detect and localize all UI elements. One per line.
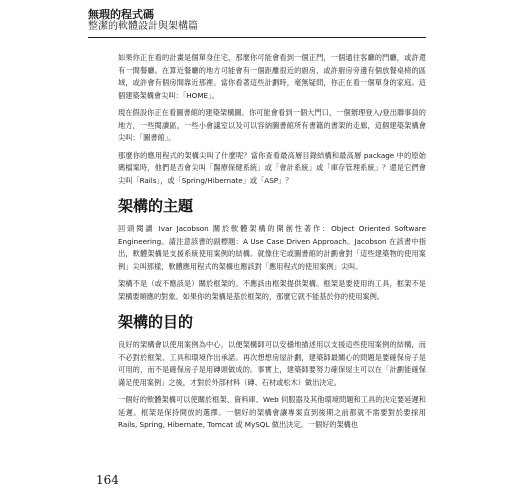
- book-subtitle: 整潔的軟體設計與架構篇: [88, 21, 198, 32]
- paragraph-defer-decisions: 一個好的軟體架構可以使關於框架、資料庫、Web 伺服器及其他環境問題和工具的決定要延遲和延遲。框架是保持開放的選擇。一個好的架構會讓專案直到後期之前都就不需要對於要採用 Rails, Spring, Hibernate, Tomcat 或 MySQL 做出決定。一個好的架構也: [118, 395, 426, 429]
- paragraph-home: 如果你正在看的計畫是個單身住宅，那麼你可能會看到一個正門，一個通往客廳的門廳，或許還有一間餐廳。在算近餐廳的地方可能會有一個距離很近的廚房，或許廚房旁邊有個放餐桌椅的區域，或許會有個房間靠近那裡。當你看著這些計劃時，毫無疑問，你正在看一個單身的家庭。這個建築架構會尖叫：「HOME」。: [118, 53, 426, 100]
- running-header: [88, 8, 198, 33]
- page-number: 164: [96, 473, 119, 487]
- header-rule: [88, 37, 426, 38]
- paragraph-use-case-centric: 良好的架構會以使用案例為中心，以便架構師可以安穩地描述用以支援這些使用案例的結構，而不必對於框架、工具和環境作出承諾。再次想想房屋計劃，建築師最關心的問題是要確保房子是可用的，而不是確保房子是用磚頭做成的。事實上，建築師要努力確保屋主可以在「計劃能確保滿足使用案例」之後，才對於外部材料（磚、石材或松木）做出決定。: [118, 340, 426, 387]
- book-title: 無瑕的程式碼: [88, 8, 154, 21]
- paragraph-application: 那麼你的應用程式的架構尖叫了什麼呢？當你查看最高層目錄結構和最高層 package 中的原始碼檔案時，他們是否會尖叫「醫療保健系統」或「會計系統」或「庫存管理系統」？還是它們會尖叫「Rails」，或「Spring/Hibernate」或「ASP」？: [118, 150, 426, 185]
- page-body: [118, 52, 426, 437]
- paragraph-frameworks: 架構不是（或不應該是）關於框架的。不應該由框架提供架構。框架是要使用的工具，框架不是架構要順應的對象。如果你的架構是基於框架的，那麼它就不能基於你的使用案例。: [118, 279, 426, 301]
- section-heading-themes: 架構的主題: [118, 197, 194, 215]
- section-heading-purpose: 架構的目的: [118, 313, 194, 331]
- paragraph-jacobson: 回頭閱讀 Ivar Jacobson 關於軟體架構的開創性著作：Object Oriented Software Engineering。請注意該書的副標題：A Use Case Driven Approach。Jacobson 在該書中指出，軟體架構是支援系統使用案例的結構。就像住宅或圖書館的計劃會對「這些建築物的使用案例」尖叫那樣，軟體應用程式的架構也應該對「應用程式的使用案例」尖叫。: [118, 224, 426, 271]
- paragraph-library: 現在假設你正在看圖書館的建築架構圖。你可能會看到一個大門口，一個辦理登入/登出聯事員的地方，一些閱讀區，一些小會議室以及可以容納圖書館所有書籍的書架的走廊，這個建築架構會尖叫：「圖書館」。: [118, 108, 426, 142]
